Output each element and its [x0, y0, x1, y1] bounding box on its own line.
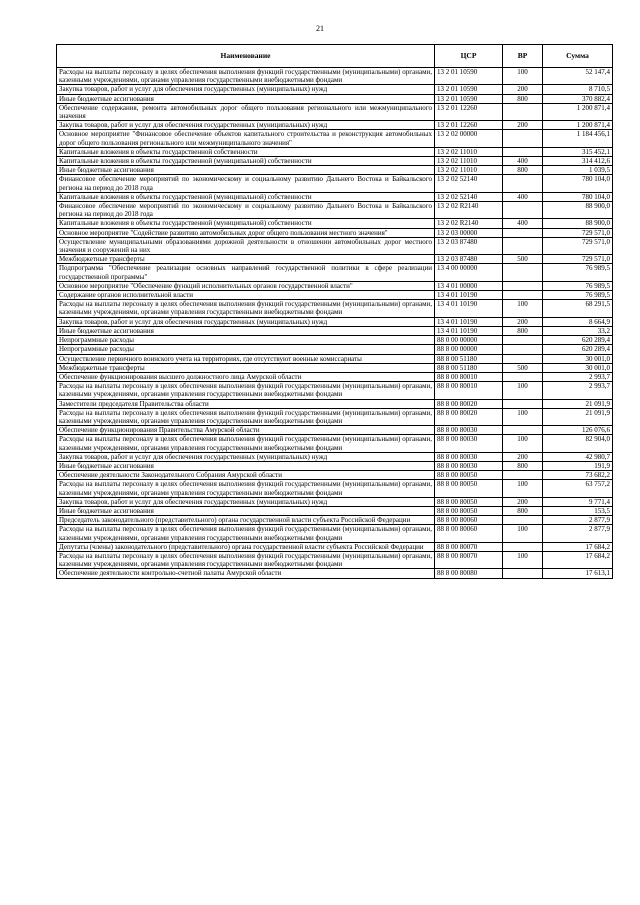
row-vr-cell: 100 [503, 480, 543, 497]
row-sum-cell: 17 613,1 [543, 569, 613, 578]
row-name-cell: Финансовое обеспечение мероприятий по экономическому и социальному развитию Дальнего Востока и Байкальского региона на период до 2018 года [57, 202, 435, 219]
row-sum-cell: 153,5 [543, 506, 613, 515]
table-row [57, 326, 613, 335]
row-sum-cell: 33,2 [543, 326, 613, 335]
table-row [57, 202, 613, 219]
row-name-cell: Основное мероприятие "Обеспечение функций исполнительных органов государственной власти" [57, 281, 435, 290]
row-name-cell: Осуществление первичного воинского учета на территориях, где отсутствуют военные комиссариаты [57, 354, 435, 363]
row-vr-cell: 400 [503, 192, 543, 201]
table-body [57, 68, 613, 579]
row-name-cell: Иные бюджетные ассигнования [57, 94, 435, 103]
row-sum-cell: 2 993,7 [543, 372, 613, 381]
row-vr-cell: 500 [503, 255, 543, 264]
row-sum-cell: 17 684,2 [543, 542, 613, 551]
table-row [57, 516, 613, 525]
row-csr-cell: 88 8 00 00000 [435, 345, 503, 354]
row-sum-cell: 88 900,0 [543, 202, 613, 219]
row-sum-cell: 73 682,2 [543, 471, 613, 480]
table-row [57, 175, 613, 192]
row-sum-cell: 63 757,2 [543, 480, 613, 497]
table-row [57, 121, 613, 130]
row-name-cell: Обеспечение функционирования Правительства Амурской области [57, 426, 435, 435]
row-csr-cell: 88 8 00 80030 [435, 426, 503, 435]
row-sum-cell: 1 200 871,4 [543, 103, 613, 120]
row-csr-cell: 88 0 00 00000 [435, 336, 503, 345]
row-sum-cell: 729 571,0 [543, 255, 613, 264]
row-name-cell: Иные бюджетные ассигнования [57, 166, 435, 175]
table-row [57, 103, 613, 120]
row-sum-cell: 126 076,6 [543, 426, 613, 435]
row-csr-cell: 88 8 00 80060 [435, 516, 503, 525]
table-row [57, 130, 613, 147]
row-name-cell: Межбюджетные трансферты [57, 255, 435, 264]
page-number: 21 [316, 24, 324, 33]
budget-table [56, 44, 613, 579]
row-name-cell: Расходы на выплаты персоналу в целях обеспечения выполнения функций государственными (муниципальными) органами, казенными учреждениями, органами управления государственными внебюджетными фондами [57, 300, 435, 317]
table-row [57, 471, 613, 480]
row-sum-cell: 8 664,9 [543, 317, 613, 326]
row-csr-cell: 88 8 00 80020 [435, 399, 503, 408]
row-csr-cell: 13 2 02 11010 [435, 157, 503, 166]
row-csr-cell: 13 4 01 10190 [435, 326, 503, 335]
row-sum-cell: 620 289,4 [543, 336, 613, 345]
row-sum-cell: 1 200 871,4 [543, 121, 613, 130]
row-csr-cell: 13 2 02 11010 [435, 166, 503, 175]
table-row [57, 219, 613, 228]
table-row [57, 264, 613, 281]
row-name-cell: Расходы на выплаты персоналу в целях обеспечения выполнения функций государственными (муниципальными) органами, казенными учреждениями, органами управления государственными внебюджетными фондами [57, 408, 435, 425]
row-csr-cell: 88 8 00 80080 [435, 569, 503, 578]
table-row [57, 497, 613, 506]
table-header-row [57, 45, 613, 68]
row-vr-cell [503, 202, 543, 219]
row-sum-cell: 729 571,0 [543, 228, 613, 237]
row-csr-cell: 13 2 01 12260 [435, 103, 503, 120]
row-csr-cell: 88 8 00 80030 [435, 452, 503, 461]
row-sum-cell: 82 904,0 [543, 435, 613, 452]
row-name-cell: Закупка товаров, работ и услуг для обеспечения государственных (муниципальных) нужд [57, 121, 435, 130]
table-row [57, 569, 613, 578]
row-csr-cell: 13 2 02 00000 [435, 130, 503, 147]
row-csr-cell: 88 8 00 80030 [435, 435, 503, 452]
row-csr-cell: 13 2 03 87480 [435, 255, 503, 264]
table-row [57, 480, 613, 497]
row-name-cell: Расходы на выплаты персоналу в целях обеспечения выполнения функций государственными (муниципальными) органами, казенными учреждениями, органами управления государственными внебюджетными фондами [57, 68, 435, 85]
table-row [57, 317, 613, 326]
row-vr-cell: 500 [503, 363, 543, 372]
row-vr-cell: 200 [503, 317, 543, 326]
table-row [57, 94, 613, 103]
table-row [57, 291, 613, 300]
table-row [57, 461, 613, 470]
header-csr: ЦСР [435, 45, 503, 68]
row-csr-cell: 88 8 00 80030 [435, 461, 503, 470]
row-vr-cell [503, 336, 543, 345]
row-name-cell: Депутаты (члены) законодательного (представительного) органа государственной власти субъекта Российской Федерации [57, 542, 435, 551]
row-name-cell: Капитальные вложения в объекты государственной (муниципальной) собственности [57, 157, 435, 166]
row-vr-cell: 800 [503, 461, 543, 470]
row-csr-cell: 13 2 01 10590 [435, 68, 503, 85]
table-row [57, 525, 613, 542]
row-vr-cell [503, 147, 543, 156]
row-vr-cell: 100 [503, 300, 543, 317]
row-name-cell: Иные бюджетные ассигнования [57, 506, 435, 515]
row-name-cell: Содержание органов исполнительной власти [57, 291, 435, 300]
row-name-cell: Обеспечение содержания, ремонта автомобильных дорог общего пользования регионального или межмуниципального значения [57, 103, 435, 120]
row-name-cell: Обеспечение функционирования высшего должностного лица Амурской области [57, 372, 435, 381]
row-vr-cell [503, 130, 543, 147]
row-name-cell: Обеспечение деятельности контрольно-счетной палаты Амурской области [57, 569, 435, 578]
row-csr-cell: 13 4 01 10190 [435, 300, 503, 317]
row-sum-cell: 2 993,7 [543, 382, 613, 399]
row-sum-cell: 2 877,9 [543, 516, 613, 525]
table-row [57, 336, 613, 345]
row-sum-cell: 76 989,5 [543, 264, 613, 281]
table-row [57, 157, 613, 166]
row-name-cell: Расходы на выплаты персоналу в целях обеспечения выполнения функций государственными (муниципальными) органами, казенными учреждениями, органами управления государственными внебюджетными фондами [57, 435, 435, 452]
row-name-cell: Закупка товаров, работ и услуг для обеспечения государственных (муниципальных) нужд [57, 452, 435, 461]
table-row [57, 281, 613, 290]
row-name-cell: Иные бюджетные ассигнования [57, 326, 435, 335]
row-name-cell: Основное мероприятие "Содействие развитию автомобильных дорог общего пользования местного значения" [57, 228, 435, 237]
row-vr-cell [503, 237, 543, 254]
row-csr-cell: 88 8 00 80010 [435, 382, 503, 399]
row-name-cell: Закупка товаров, работ и услуг для обеспечения государственных (муниципальных) нужд [57, 317, 435, 326]
row-csr-cell: 88 8 00 80010 [435, 372, 503, 381]
table-row [57, 426, 613, 435]
row-vr-cell [503, 542, 543, 551]
row-vr-cell: 200 [503, 121, 543, 130]
table-row [57, 85, 613, 94]
row-vr-cell [503, 569, 543, 578]
row-csr-cell: 88 8 00 80050 [435, 480, 503, 497]
row-name-cell: Расходы на выплаты персоналу в целях обеспечения выполнения функций государственными (муниципальными) органами, казенными учреждениями, органами управления государственными внебюджетными фондами [57, 382, 435, 399]
row-csr-cell: 88 8 00 80070 [435, 542, 503, 551]
table-row [57, 68, 613, 85]
row-vr-cell: 100 [503, 551, 543, 568]
row-name-cell: Иные бюджетные ассигнования [57, 461, 435, 470]
row-vr-cell [503, 426, 543, 435]
row-vr-cell: 800 [503, 506, 543, 515]
row-sum-cell: 21 091,9 [543, 408, 613, 425]
row-vr-cell [503, 291, 543, 300]
row-sum-cell: 76 989,5 [543, 291, 613, 300]
row-sum-cell: 1 184 456,1 [543, 130, 613, 147]
row-sum-cell: 729 571,0 [543, 237, 613, 254]
table-row [57, 228, 613, 237]
table-row [57, 542, 613, 551]
row-sum-cell: 8 710,5 [543, 85, 613, 94]
table-row [57, 300, 613, 317]
table-row [57, 192, 613, 201]
table-row [57, 237, 613, 254]
row-csr-cell: 13 4 00 00000 [435, 264, 503, 281]
row-vr-cell [503, 228, 543, 237]
row-vr-cell: 100 [503, 382, 543, 399]
row-csr-cell: 13 2 01 10590 [435, 85, 503, 94]
table-row [57, 345, 613, 354]
row-sum-cell: 21 091,9 [543, 399, 613, 408]
row-vr-cell [503, 281, 543, 290]
row-csr-cell: 13 2 02 R2140 [435, 202, 503, 219]
row-vr-cell: 400 [503, 157, 543, 166]
row-name-cell: Непрограммные расходы [57, 345, 435, 354]
table-row [57, 399, 613, 408]
row-csr-cell: 13 2 02 11010 [435, 147, 503, 156]
row-name-cell: Капитальные вложения в объекты государственной (муниципальной) собственности [57, 192, 435, 201]
row-csr-cell: 13 2 02 R2140 [435, 219, 503, 228]
row-name-cell: Председатель законодательного (представительного) органа государственной власти субъекта Российской Федерации [57, 516, 435, 525]
row-sum-cell: 76 989,5 [543, 281, 613, 290]
row-csr-cell: 88 8 00 80070 [435, 551, 503, 568]
row-vr-cell [503, 103, 543, 120]
row-csr-cell: 88 8 00 80060 [435, 525, 503, 542]
row-vr-cell: 800 [503, 166, 543, 175]
row-csr-cell: 13 2 03 87480 [435, 237, 503, 254]
row-sum-cell: 191,9 [543, 461, 613, 470]
row-name-cell: Закупка товаров, работ и услуг для обеспечения государственных (муниципальных) нужд [57, 497, 435, 506]
table-row [57, 166, 613, 175]
row-sum-cell: 1 039,5 [543, 166, 613, 175]
row-vr-cell [503, 175, 543, 192]
table-row [57, 551, 613, 568]
row-vr-cell: 200 [503, 497, 543, 506]
row-name-cell: Капитальные вложения в объекты государственной собственности [57, 147, 435, 156]
row-vr-cell [503, 516, 543, 525]
row-name-cell: Осуществление муниципальными образованиями дорожной деятельности в отношении автомобильных дорог местного значения и сооружений на них [57, 237, 435, 254]
row-vr-cell [503, 372, 543, 381]
row-sum-cell: 88 900,0 [543, 219, 613, 228]
row-vr-cell: 100 [503, 525, 543, 542]
row-csr-cell: 13 4 01 10190 [435, 291, 503, 300]
row-vr-cell: 100 [503, 408, 543, 425]
row-csr-cell: 88 8 00 80050 [435, 506, 503, 515]
table-row [57, 506, 613, 515]
row-sum-cell: 17 684,2 [543, 551, 613, 568]
row-csr-cell: 13 2 03 00000 [435, 228, 503, 237]
row-csr-cell: 13 4 01 10190 [435, 317, 503, 326]
row-sum-cell: 370 882,4 [543, 94, 613, 103]
row-sum-cell: 30 001,0 [543, 363, 613, 372]
row-sum-cell: 315 452,1 [543, 147, 613, 156]
row-vr-cell: 100 [503, 435, 543, 452]
row-vr-cell: 200 [503, 85, 543, 94]
header-name: Наименование [57, 45, 435, 68]
row-name-cell: Расходы на выплаты персоналу в целях обеспечения выполнения функций государственными (муниципальными) органами, казенными учреждениями, органами управления государственными внебюджетными фондами [57, 551, 435, 568]
row-csr-cell: 13 2 02 52140 [435, 192, 503, 201]
row-vr-cell [503, 471, 543, 480]
row-vr-cell: 200 [503, 452, 543, 461]
row-csr-cell: 13 2 02 52140 [435, 175, 503, 192]
row-name-cell: Закупка товаров, работ и услуг для обеспечения государственных (муниципальных) нужд [57, 85, 435, 94]
row-name-cell: Расходы на выплаты персоналу в целях обеспечения выполнения функций государственными (муниципальными) органами, казенными учреждениями, органами управления государственными внебюджетными фондами [57, 525, 435, 542]
table-row [57, 372, 613, 381]
row-vr-cell [503, 264, 543, 281]
row-csr-cell: 13 2 01 10590 [435, 94, 503, 103]
row-vr-cell [503, 354, 543, 363]
row-csr-cell: 88 8 00 80050 [435, 471, 503, 480]
row-sum-cell: 42 980,7 [543, 452, 613, 461]
row-name-cell: Межбюджетные трансферты [57, 363, 435, 372]
row-csr-cell: 13 2 01 12260 [435, 121, 503, 130]
row-sum-cell: 314 412,6 [543, 157, 613, 166]
row-sum-cell: 30 001,0 [543, 354, 613, 363]
header-sum: Сумма [543, 45, 613, 68]
table-row [57, 435, 613, 452]
row-csr-cell: 88 8 00 80050 [435, 497, 503, 506]
row-sum-cell: 2 877,9 [543, 525, 613, 542]
table-row [57, 382, 613, 399]
row-vr-cell: 800 [503, 326, 543, 335]
row-csr-cell: 88 8 00 51180 [435, 363, 503, 372]
row-name-cell: Финансовое обеспечение мероприятий по экономическому и социальному развитию Дальнего Востока и Байкальского региона на период до 2018 года [57, 175, 435, 192]
row-name-cell: Капитальные вложения в объекты государственной (муниципальной) собственности [57, 219, 435, 228]
row-name-cell: Подпрограмма "Обеспечение реализации основных направлений государственной политики в сфере реализации государственной программы" [57, 264, 435, 281]
table-row [57, 408, 613, 425]
row-csr-cell: 88 8 00 80020 [435, 408, 503, 425]
row-name-cell: Основное мероприятие "Финансовое обеспечение объектов капитального строительства и реконструкция автомобильных дорог общего пользования регионального или межмуниципального значения" [57, 130, 435, 147]
row-sum-cell: 68 291,5 [543, 300, 613, 317]
row-vr-cell [503, 399, 543, 408]
row-vr-cell: 800 [503, 94, 543, 103]
table-row [57, 147, 613, 156]
row-csr-cell: 88 8 00 51180 [435, 354, 503, 363]
row-vr-cell [503, 345, 543, 354]
table-row [57, 452, 613, 461]
row-name-cell: Заместители председателя Правительства области [57, 399, 435, 408]
row-name-cell: Обеспечение деятельности Законодательного Собрания Амурской области [57, 471, 435, 480]
row-sum-cell: 52 147,4 [543, 68, 613, 85]
row-name-cell: Непрограммные расходы [57, 336, 435, 345]
row-name-cell: Расходы на выплаты персоналу в целях обеспечения выполнения функций государственными (муниципальными) органами, казенными учреждениями, органами управления государственными внебюджетными фондами [57, 480, 435, 497]
row-sum-cell: 620 289,4 [543, 345, 613, 354]
row-vr-cell: 100 [503, 68, 543, 85]
table-row [57, 363, 613, 372]
row-sum-cell: 9 771,4 [543, 497, 613, 506]
row-csr-cell: 13 4 01 00000 [435, 281, 503, 290]
header-vr: ВР [503, 45, 543, 68]
row-vr-cell: 400 [503, 219, 543, 228]
row-sum-cell: 780 104,0 [543, 175, 613, 192]
table-row [57, 354, 613, 363]
row-sum-cell: 780 104,0 [543, 192, 613, 201]
table-row [57, 255, 613, 264]
